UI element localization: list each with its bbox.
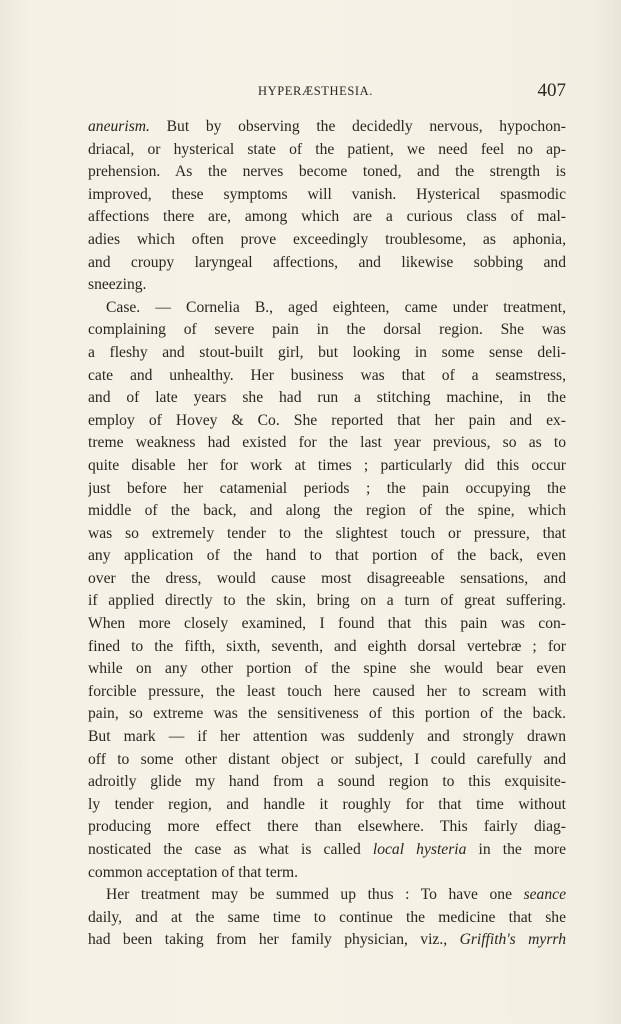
text-segment: prehension. As the nerves become toned, and the strength is [88, 163, 566, 181]
text-segment: pain, so extreme was the sensitiveness of this portion of the back. [88, 705, 566, 723]
text-line [88, 613, 566, 636]
text-segment: fined to the fifth, sixth, seventh, and eighth dorsal vertebræ ; for [88, 637, 566, 655]
text-segment: producing more effect there than elsewhere. This fairly diag- [88, 818, 566, 836]
text-line [88, 523, 566, 546]
text-segment: affections there are, among which are a curious class of mal- [88, 208, 566, 226]
page-number: 407 [537, 80, 566, 101]
text-line [88, 590, 566, 613]
text-line [88, 365, 566, 388]
text-line [88, 726, 566, 749]
text-segment: improved, these symptoms will vanish. Hysterical spasmodic [88, 185, 566, 203]
text-segment: daily, and at the same time to continue the medicine that she [88, 908, 566, 926]
text-line [88, 229, 566, 252]
text-line [88, 681, 566, 704]
text-segment: But by observing the decidedly nervous, hypochon- [149, 118, 566, 135]
text-segment: forcible pressure, the least touch here caused her to scream with [88, 682, 566, 700]
text-segment: if applied directly to the skin, bring on a turn of great suffering. [88, 592, 566, 610]
text-line [88, 319, 566, 342]
body-text [88, 116, 566, 952]
text-line [88, 455, 566, 478]
text-segment: ly tender region, and handle it roughly for that time without [88, 795, 566, 813]
italic-text: aneurism. [88, 118, 150, 135]
text-line [88, 116, 566, 139]
text-segment: just before her catamenial periods ; the pain occupying the [88, 479, 566, 497]
text-segment: was so extremely tender to the slightest touch or pressure, that [88, 524, 566, 542]
text-segment: Her treatment may be summed up thus : To have one [106, 886, 524, 904]
text-segment: nosticated the case as what is called [88, 841, 373, 858]
text-line [88, 206, 566, 229]
text-segment: in the more [466, 841, 566, 858]
text-segment: Case. — Cornelia B., aged eighteen, came under treatment, [106, 298, 566, 316]
text-segment: and of late years she had run a stitching machine, in the [88, 389, 566, 407]
text-line [88, 929, 566, 952]
text-segment: adroitly glide my hand from a sound region to this exquisite- [88, 773, 566, 791]
text-line [88, 794, 566, 817]
text-segment: sneezing. [88, 276, 147, 294]
text-line [88, 139, 566, 162]
text-segment: driacal, or hysterical state of the patient, we need feel no ap- [88, 140, 566, 158]
text-line [88, 274, 566, 297]
text-line [88, 568, 566, 591]
text-line [88, 771, 566, 794]
text-line [88, 184, 566, 207]
text-line [88, 342, 566, 365]
text-segment: had been taking from her family physician, viz., [88, 931, 460, 949]
text-line [88, 478, 566, 501]
text-line [88, 749, 566, 772]
text-segment: while on any other portion of the spine she would bear even [88, 660, 566, 678]
italic-text: seance [523, 886, 566, 904]
text-segment: any application of the hand to that portion of the back, even [88, 547, 566, 565]
text-line [88, 862, 566, 885]
text-line [88, 252, 566, 275]
text-line [88, 161, 566, 184]
text-line [88, 500, 566, 523]
text-line [88, 839, 566, 862]
text-segment: over the dress, would cause most disagreeable sensations, and [88, 569, 566, 587]
text-segment: adies which often prove exceedingly troublesome, as aphonia, [88, 230, 566, 248]
text-line [88, 387, 566, 410]
running-title: HYPERÆSTHESIA. [258, 84, 374, 98]
text-line [88, 884, 566, 907]
text-line [88, 297, 566, 320]
text-segment: off to some other distant object or subject, I could carefully and [88, 750, 566, 768]
text-segment: middle of the back, and along the region of the spine, which [88, 502, 566, 520]
running-head [88, 80, 566, 104]
text-segment: When more closely examined, I found that this pain was con- [88, 615, 566, 633]
text-segment: employ of Hovey & Co. She reported that her pain and ex- [88, 411, 566, 429]
text-line [88, 907, 566, 930]
text-segment: But mark — if her attention was suddenly and strongly drawn [88, 728, 566, 746]
text-segment: complaining of severe pain in the dorsal region. She was [88, 321, 566, 339]
italic-text: local hysteria [372, 841, 467, 858]
text-line [88, 636, 566, 659]
text-line [88, 816, 566, 839]
text-line [88, 410, 566, 433]
text-line [88, 658, 566, 681]
text-segment: common acceptation of that term. [88, 863, 299, 881]
text-segment: quite disable her for work at times ; particularly did this occur [88, 456, 566, 474]
text-line [88, 545, 566, 568]
text-segment: treme weakness had existed for the last year previous, so as to [88, 434, 566, 452]
text-line [88, 432, 566, 455]
text-segment: a fleshy and stout-built girl, but looking in some sense deli- [88, 343, 566, 361]
text-line [88, 703, 566, 726]
italic-text: Griffith's myrrh [459, 931, 566, 949]
text-segment: cate and unhealthy. Her business was that of a seamstress, [88, 366, 566, 384]
text-segment: and croupy laryngeal affections, and likewise sobbing and [88, 253, 566, 271]
